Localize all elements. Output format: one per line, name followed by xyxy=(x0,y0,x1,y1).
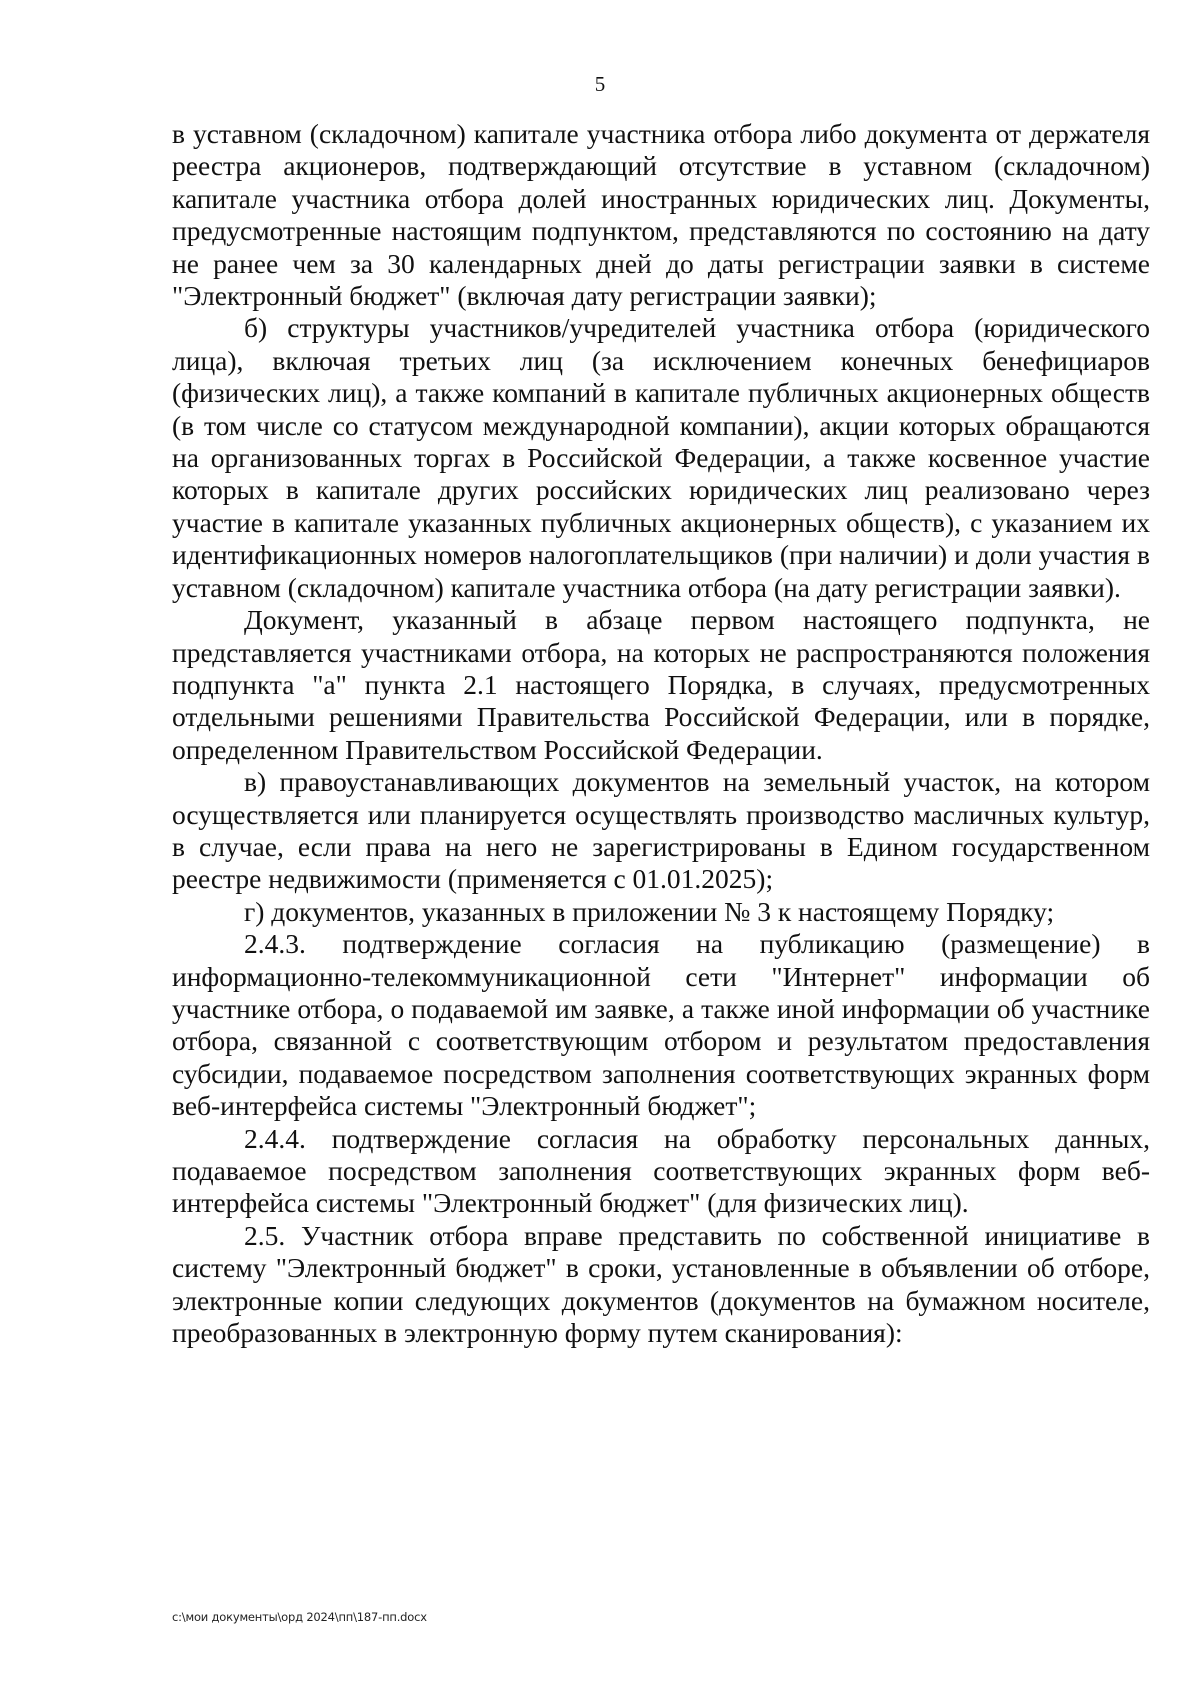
paragraph-item-g: г) документов, указанных в приложении № 3 к настоящему Порядку; xyxy=(244,895,1055,927)
paragraph-2-4-3: 2.4.3. подтверждение согласия на публикацию (размещение) в информационно-телекоммуникационной сети "Интернет" информации об участнике отбора, о подаваемой им заявке, а также иной информации об участнике отбора, связанной с соответствующим отбором и результатом предоставления субсидии, подаваемое посредством заполнения соответствующих экранных форм веб-интерфейса системы "Электронный бюджет"; xyxy=(172,928,1150,1122)
paragraph-2-5: 2.5. Участник отбора вправе представить по собственной инициативе в систему "Электронный бюджет" в сроки, установленные в объявлении об отборе, электронные копии следующих документов (документов на бумажном носителе, преобразованных в электронную форму путем сканирования): xyxy=(172,1219,1150,1349)
paragraph-item-v: в) правоустанавливающих документов на земельный участок, на котором осуществляется или планируется осуществлять производство масличных культур, в случае, если права на него не зарегистрированы в Едином государственном реестре недвижимости (применяется с 01.01.2025); xyxy=(172,766,1150,895)
paragraph-continuation: в уставном (складочном) капитале участника отбора либо документа от держателя реестра акционеров, подтверждающий отсутствие в уставном (складочном) капитале участника отбора долей иностранных юридических лиц. Документы, предусмотренные настоящим подпунктом, представляются по состоянию на дату не ранее чем за 30 календарных дней до даты регистрации заявки в системе "Электронный бюджет" (включая дату регистрации заявки); xyxy=(172,118,1150,312)
document-body xyxy=(172,118,1150,1349)
paragraph-2-4-4: 2.4.4. подтверждение согласия на обработку персональных данных, подаваемое посредством заполнения соответствующих экранных форм веб-интерфейса системы "Электронный бюджет" (для физических лиц). xyxy=(172,1122,1150,1219)
paragraph-exception: Документ, указанный в абзаце первом настоящего подпункта, не представляется участниками отбора, на которых не распространяются положения подпункта "а" пункта 2.1 настоящего Порядка, в случаях, предусмотренных отдельными решениями Правительства Российской Федерации, или в порядке, определенном Правительством Российской Федерации. xyxy=(172,604,1150,765)
paragraph-item-b: б) структуры участников/учредителей участника отбора (юридического лица), включая третьих лиц (за исключением конечных бенефициаров (физических лиц), а также компаний в капитале публичных акционерных обществ (в том числе со статусом международной компании), акции которых обращаются на организованных торгах в Российской Федерации, а также косвенное участие которых в капитале других российских юридических лиц реализовано через участие в капитале указанных публичных акционерных обществ), с указанием их идентификационных номеров налогоплательщиков (при наличии) и доли участия в уставном (складочном) капитале участника отбора (на дату регистрации заявки). xyxy=(172,312,1150,603)
page-number: 5 xyxy=(594,72,606,96)
footer-file-path: c:\мои документы\орд 2024\пп\187-пп.docx xyxy=(172,1610,427,1624)
